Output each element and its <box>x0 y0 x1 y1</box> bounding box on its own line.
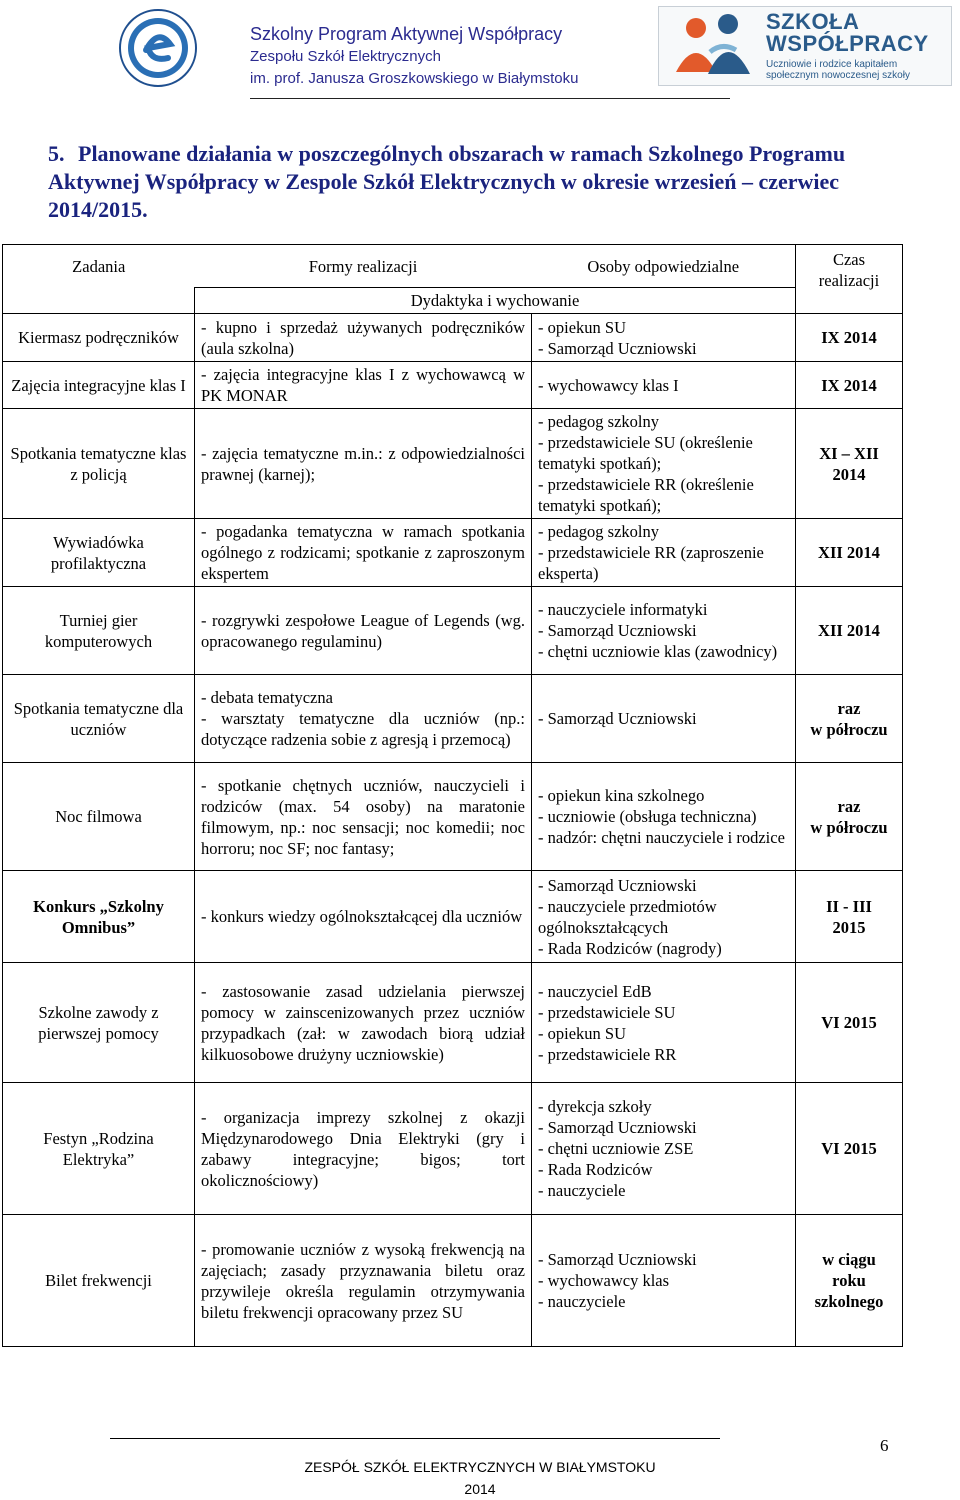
header-osoby: Osoby odpowiedzialne <box>532 245 796 288</box>
task-cell: Wywiadówka profilaktyczna <box>3 519 195 587</box>
responsible-cell: - dyrekcja szkoły - Samorząd Uczniowski - chętni uczniowie ZSE - Rada Rodziców - nauczyciele <box>532 1083 796 1215</box>
time-cell: XII 2014 <box>796 587 903 675</box>
time-cell: raz w półroczu <box>796 675 903 763</box>
table-header-row <box>3 245 903 288</box>
task-cell: Noc filmowa <box>3 763 195 871</box>
responsible-cell: - pedagog szkolny - przedstawiciele RR (zaproszenie eksperta) <box>532 519 796 587</box>
header-program-title <box>250 22 650 90</box>
table-row <box>3 963 903 1083</box>
responsible-cell: - opiekun SU - Samorząd Uczniowski <box>532 314 796 362</box>
header-czas-word: realizacji <box>818 271 880 290</box>
section-row <box>3 288 903 314</box>
logo-line-1: SZKOŁA <box>766 9 860 34</box>
time-cell: IX 2014 <box>796 314 903 362</box>
task-cell: Konkurs „Szkolny Omnibus” <box>3 871 195 963</box>
responsible-cell: - opiekun kina szkolnego - uczniowie (obsługa techniczna) - nadzór: chętni nauczyciele i rodzice <box>532 763 796 871</box>
responsible-cell: - nauczyciele informatyki - Samorząd Uczniowski - chętni uczniowie klas (zawodnicy) <box>532 587 796 675</box>
table-row <box>3 871 903 963</box>
responsible-cell: - Samorząd Uczniowski <box>532 675 796 763</box>
table-row <box>3 362 903 409</box>
logo-line-2: WSPÓŁPRACY <box>766 31 929 56</box>
table-row <box>3 675 903 763</box>
header-czas <box>796 245 903 314</box>
people-icon <box>666 12 758 80</box>
header-line-3: im. prof. Janusza Groszkowskiego w Białymstoku <box>250 70 579 87</box>
time-cell: XI – XII 2014 <box>796 409 903 519</box>
time-cell: raz w półroczu <box>796 763 903 871</box>
responsible-cell: - nauczyciel EdB - przedstawiciele SU - opiekun SU - przedstawiciele RR <box>532 963 796 1083</box>
task-cell: Festyn „Rodzina Elektryka” <box>3 1083 195 1215</box>
section-number: 5. <box>48 141 65 166</box>
form-cell: - konkurs wiedzy ogólnokształcącej dla uczniów <box>195 871 532 963</box>
time-cell: w ciągu roku szkolnego <box>796 1215 903 1347</box>
section-title-dydaktyka: Dydaktyka i wychowanie <box>195 288 796 314</box>
page-title <box>48 140 908 224</box>
form-cell: - organizacja imprezy szkolnej z okazji Międzynarodowego Dnia Elektryki (gry i zabawy integracyjne; bigos; tort okolicznościowy) <box>195 1083 532 1215</box>
header-divider <box>250 98 730 99</box>
footer-school-name: ZESPÓŁ SZKÓŁ ELEKTRYCZNYCH W BIAŁYMSTOKU <box>304 1459 656 1475</box>
task-cell: Zajęcia integracyjne klas I <box>3 362 195 409</box>
task-cell: Turniej gier komputerowych <box>3 587 195 675</box>
form-cell: - zajęcia integracyjne klas I z wychowawcą w PK MONAR <box>195 362 532 409</box>
footer-year: 2014 <box>464 1481 496 1497</box>
logo-tagline: Uczniowie i rodzice kapitałem społecznym nowoczesnej szkoły <box>766 59 910 81</box>
form-cell: - pogadanka tematyczna w ramach spotkania ogólnego z rodzicami; spotkanie z zaproszonym ekspertem <box>195 519 532 587</box>
form-cell: - kupno i sprzedaż używanych podręczników (aula szkolna) <box>195 314 532 362</box>
time-cell: IX 2014 <box>796 362 903 409</box>
header-formy: Formy realizacji <box>195 245 532 288</box>
table-row <box>3 1083 903 1215</box>
time-cell: XII 2014 <box>796 519 903 587</box>
form-cell: - rozgrywki zespołowe League of Legends (wg. opracowanego regulaminu) <box>195 587 532 675</box>
table-row <box>3 587 903 675</box>
task-cell: Kiermasz podręczników <box>3 314 195 362</box>
form-cell: - promowanie uczniów z wysoką frekwencją na zajęciach; zasady przyznawania biletu oraz przywileje określa regulamin otrzymywania biletu frekwencji opracowany przez SU <box>195 1215 532 1347</box>
task-cell: Bilet frekwencji <box>3 1215 195 1347</box>
table-row <box>3 314 903 362</box>
table-row <box>3 519 903 587</box>
responsible-cell: - pedagog szkolny - przedstawiciele SU (określenie tematyki spotkań); - przedstawiciele RR (określenie tematyki spotkań); <box>532 409 796 519</box>
footer-divider <box>110 1438 720 1439</box>
szkola-wspolpracy-logo <box>658 6 956 88</box>
footer <box>0 1456 960 1500</box>
school-logo-left <box>118 8 198 88</box>
task-cell: Szkolne zawody z pierwszej pomocy <box>3 963 195 1083</box>
responsible-cell: - Samorząd Uczniowski - nauczyciele przedmiotów ogólnokształcących - Rada Rodziców (nagrody) <box>532 871 796 963</box>
time-cell: VI 2015 <box>796 1083 903 1215</box>
form-cell: - debata tematyczna - warsztaty tematyczne dla uczniów (np.: dotyczące radzenia sobie z agresją i przemocą) <box>195 675 532 763</box>
table-row <box>3 763 903 871</box>
time-cell: II - III 2015 <box>796 871 903 963</box>
responsible-cell: - Samorząd Uczniowski - wychowawcy klas - nauczyciele <box>532 1215 796 1347</box>
header-czas-word: Czas <box>832 250 866 269</box>
activities-table <box>2 244 903 1347</box>
table-row <box>3 409 903 519</box>
responsible-cell: - wychowawcy klas I <box>532 362 796 409</box>
task-cell: Spotkania tematyczne dla uczniów <box>3 675 195 763</box>
form-cell: - zajęcia tematyczne m.in.: z odpowiedzialności prawnej (karnej); <box>195 409 532 519</box>
header-zadania: Zadania <box>3 245 195 288</box>
form-cell: - zastosowanie zasad udzielania pierwszej pomocy w zainscenizowanych przez uczniów przypadkach (zał: w zawodach biorą udział kilkuosobowe drużyny uczniowskie) <box>195 963 532 1083</box>
section-title: Planowane działania w poszczególnych obszarach w ramach Szkolnego Programu Aktywnej Współpracy w Zespole Szkół Elektrycznych w okresie wrzesień – czerwiec 2014/2015. <box>48 141 846 222</box>
task-cell: Spotkania tematyczne klas z policją <box>3 409 195 519</box>
header-line-2: Zespołu Szkół Elektrycznych <box>250 48 441 65</box>
time-cell: VI 2015 <box>796 963 903 1083</box>
header-line-1: Szkolny Program Aktywnej Współpracy <box>250 24 563 44</box>
table-row <box>3 1215 903 1347</box>
form-cell: - spotkanie chętnych uczniów, nauczycieli i rodziców (max. 54 osoby) na maratonie filmowym, np.: noc sensacji; noc komedii; noc horroru; noc SF; noc fantasy; <box>195 763 532 871</box>
page-number: 6 <box>880 1436 889 1455</box>
